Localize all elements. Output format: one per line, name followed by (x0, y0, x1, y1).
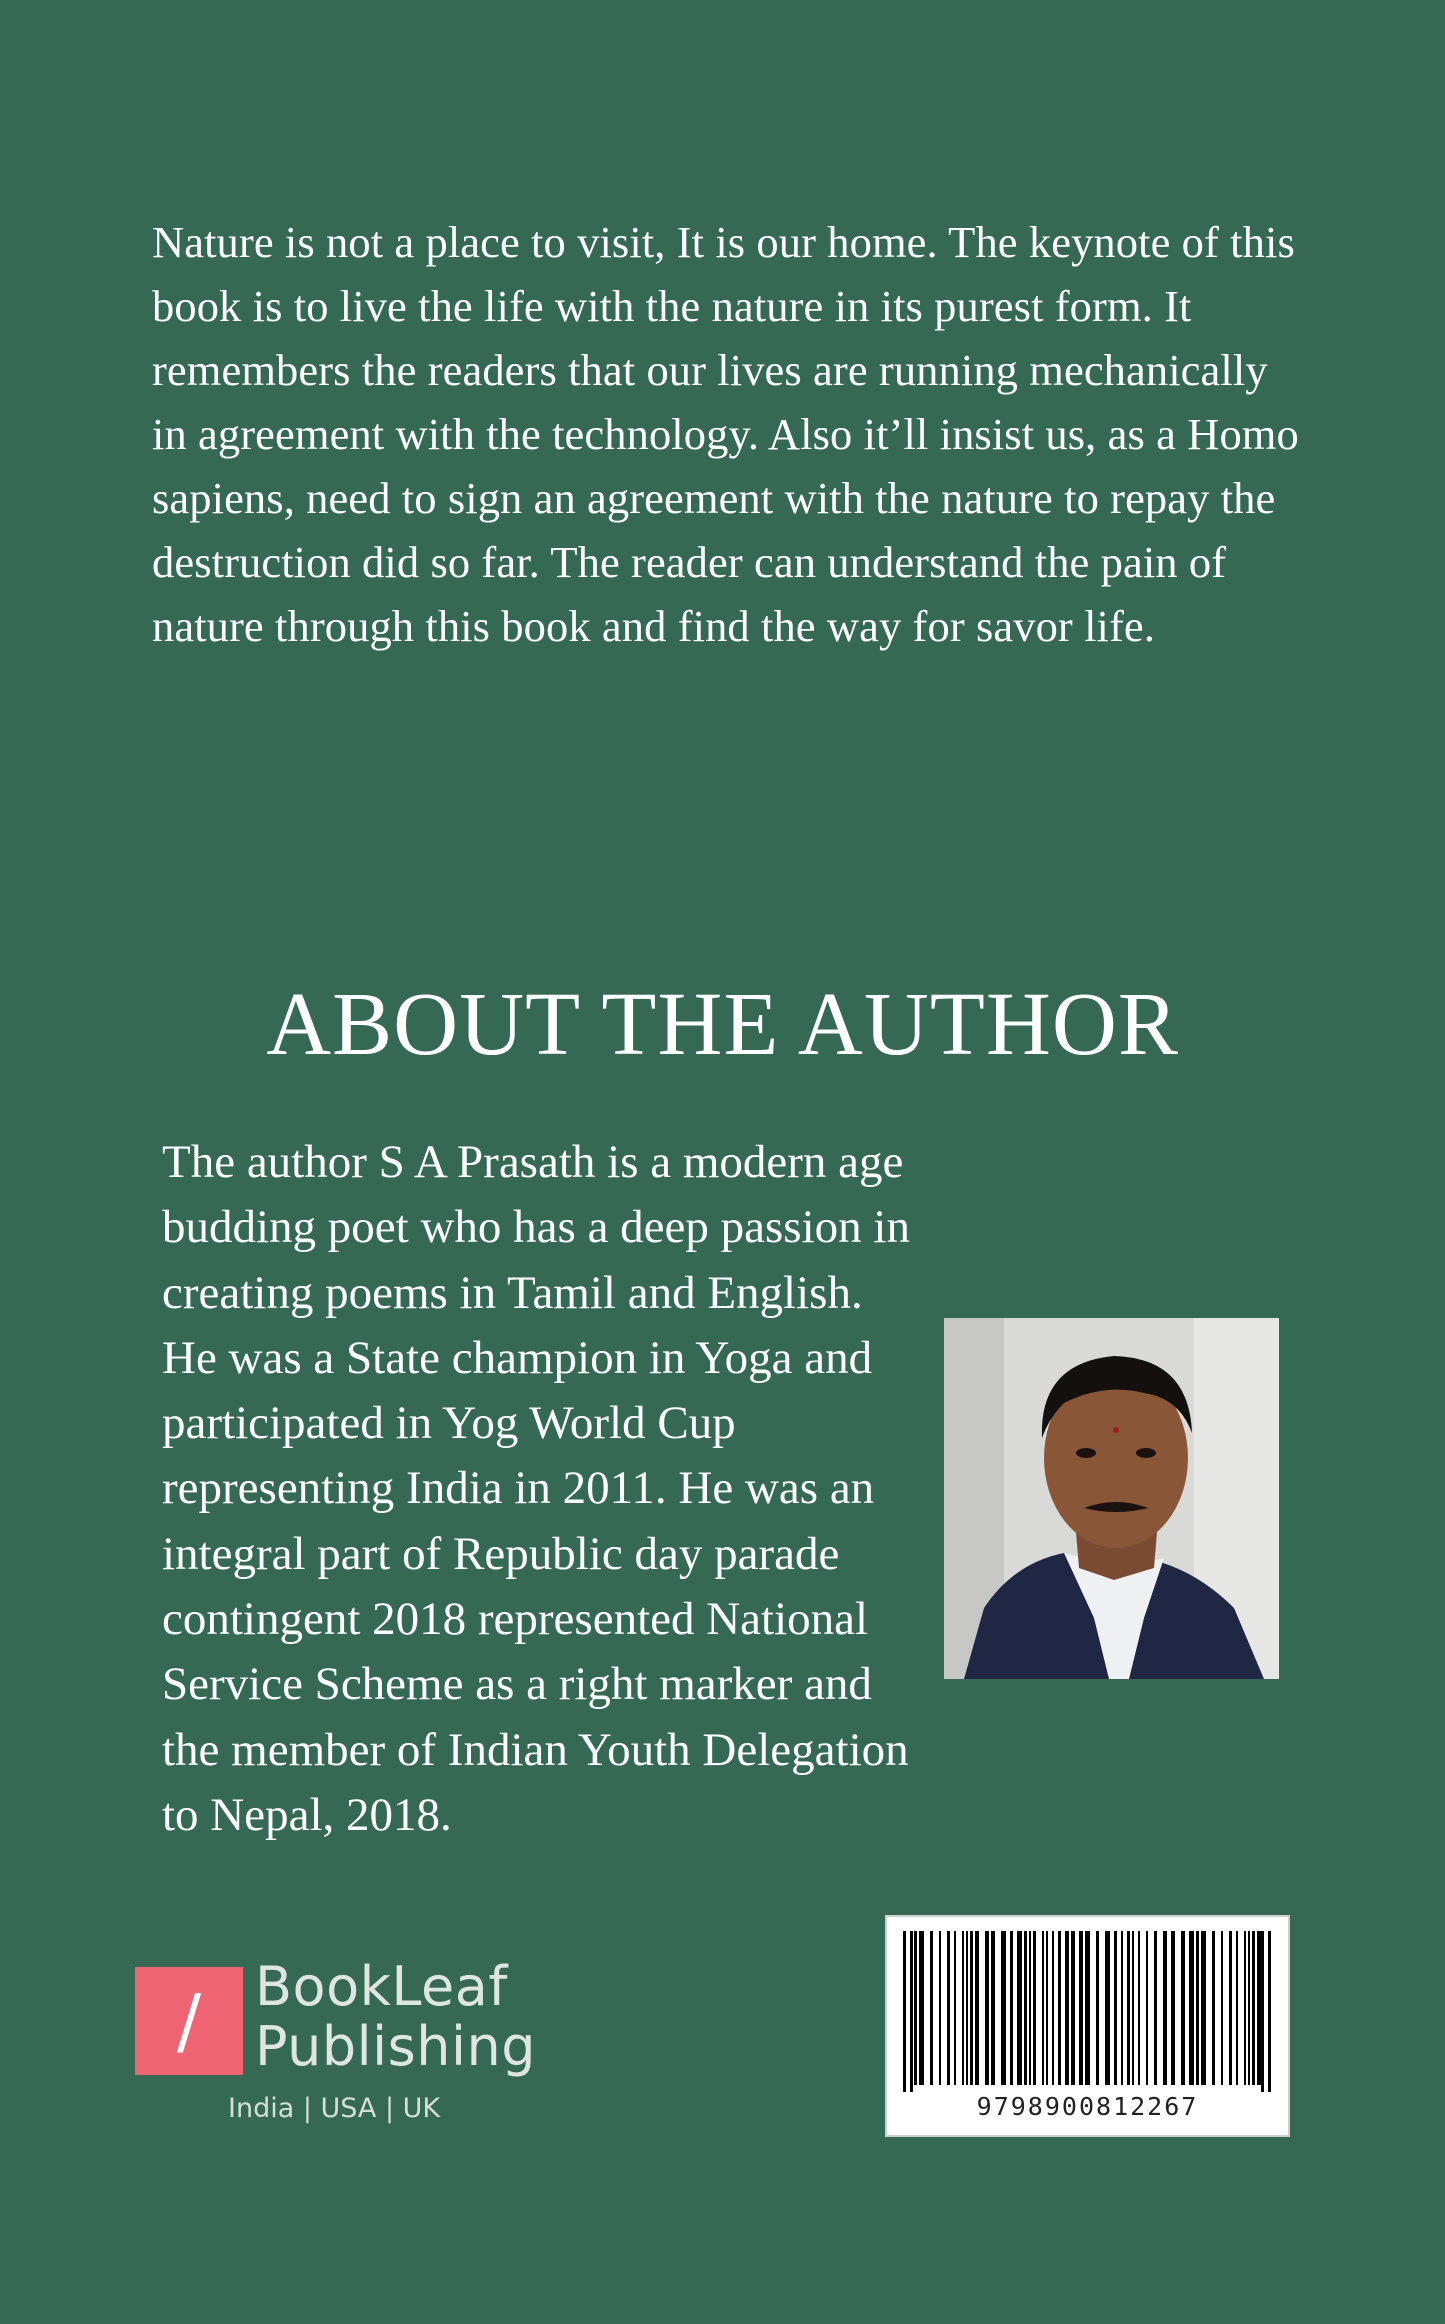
barcode-bar (1196, 1931, 1199, 2085)
barcode-bar (1154, 1931, 1157, 2085)
barcode-bar (1163, 1931, 1167, 2085)
barcode-bar (1261, 1931, 1264, 2092)
about-author-heading: ABOUT THE AUTHOR (266, 975, 1179, 1074)
bookleaf-slash-icon: / (135, 1967, 243, 2075)
barcode-bar (975, 1931, 979, 2085)
barcode-bar (1132, 1931, 1134, 2085)
barcode-bar (1029, 1931, 1031, 2085)
barcode-bar (910, 1931, 913, 2092)
barcode-bar (1221, 1931, 1223, 2085)
barcode-bar (1244, 1931, 1246, 2085)
author-bio: The author S A Prasath is a modern age budding poet who has a deep passion in creating poems in Tamil and English. He was a State champion in Yoga and participated in Yog World Cup representing India in 2011. He was an integral part of Republic day parade contingent 2018 represented National Service Scheme as a right marker and the member of Indian Youth Delegation to Nepal, 2018. (162, 1136, 910, 1841)
barcode-bar (991, 1931, 995, 2085)
barcode-bar (1236, 1931, 1238, 2085)
barcode-bar (985, 1931, 989, 2085)
barcode-bar (930, 1931, 933, 2085)
barcode-bar (1189, 1931, 1194, 2085)
barcode-bar (947, 1931, 950, 2085)
barcode-bar (1127, 1931, 1130, 2085)
publisher-name-line1: BookLeaf (255, 1955, 508, 2018)
publisher-name (255, 1957, 536, 2077)
barcode-bar (939, 1931, 941, 2085)
barcode-bar (1212, 1931, 1215, 2085)
barcode-bar (1085, 1931, 1090, 2085)
barcode-bar (970, 1931, 973, 2085)
barcode-bar (1181, 1931, 1185, 2085)
author-portrait-icon (944, 1318, 1279, 1679)
book-blurb: Nature is not a place to visit, It is our home. The keynote of this book is to live the life with the nature in its purest form. It remembers the readers that our lives are running mechanically in agreement with the technology. Also it’ll insist us, as a Homo sapiens, need to sign an agreement with the nature to repay the destruction did so far. The reader can understand the pain of nature through this book and find the way for savor life. (152, 217, 1299, 651)
barcode-bar (1052, 1931, 1054, 2085)
barcode-bar (1024, 1931, 1027, 2085)
barcode-bar (1033, 1931, 1036, 2085)
barcode-bar (1017, 1931, 1022, 2085)
barcode-bar (1257, 1931, 1261, 2085)
barcode-bar (1229, 1931, 1232, 2085)
barcode-bar (1071, 1931, 1075, 2085)
barcode-bar (966, 1931, 968, 2085)
barcode-bar (962, 1931, 964, 2085)
barcode-bar (1201, 1931, 1206, 2085)
barcode-bar (903, 1931, 906, 2092)
author-photo (944, 1318, 1279, 1679)
barcode-bar (1096, 1931, 1099, 2085)
barcode-bar (1079, 1931, 1083, 2085)
barcode-bar (1268, 1931, 1271, 2092)
barcode-bar (1065, 1931, 1069, 2085)
barcode-bar (1105, 1931, 1110, 2085)
barcode-bar (919, 1931, 924, 2085)
barcode-bar (1058, 1931, 1061, 2085)
barcode-bar (1001, 1931, 1006, 2085)
barcode-bar (1146, 1931, 1148, 2085)
publisher-name-line2: Publishing (255, 2015, 536, 2078)
barcode-bar (1046, 1931, 1048, 2085)
barcode-bar (954, 1931, 956, 2085)
barcode-bar (1121, 1931, 1123, 2085)
barcode-bar (1248, 1931, 1250, 2085)
isbn-number: 9798900812267 (976, 2092, 1199, 2121)
barcode-bar (1114, 1931, 1117, 2085)
barcode-bar (1042, 1931, 1044, 2085)
publisher-regions: India | USA | UK (228, 2093, 441, 2124)
isbn-barcode (885, 1915, 1290, 2137)
barcode-bars-icon (887, 1917, 1288, 2092)
barcode-bar (1010, 1931, 1013, 2085)
barcode-bar (1138, 1931, 1140, 2085)
barcode-bar (914, 1931, 917, 2085)
barcode-bar (1252, 1931, 1255, 2085)
barcode-bar (1171, 1931, 1175, 2085)
publisher-logo (135, 1955, 536, 2124)
